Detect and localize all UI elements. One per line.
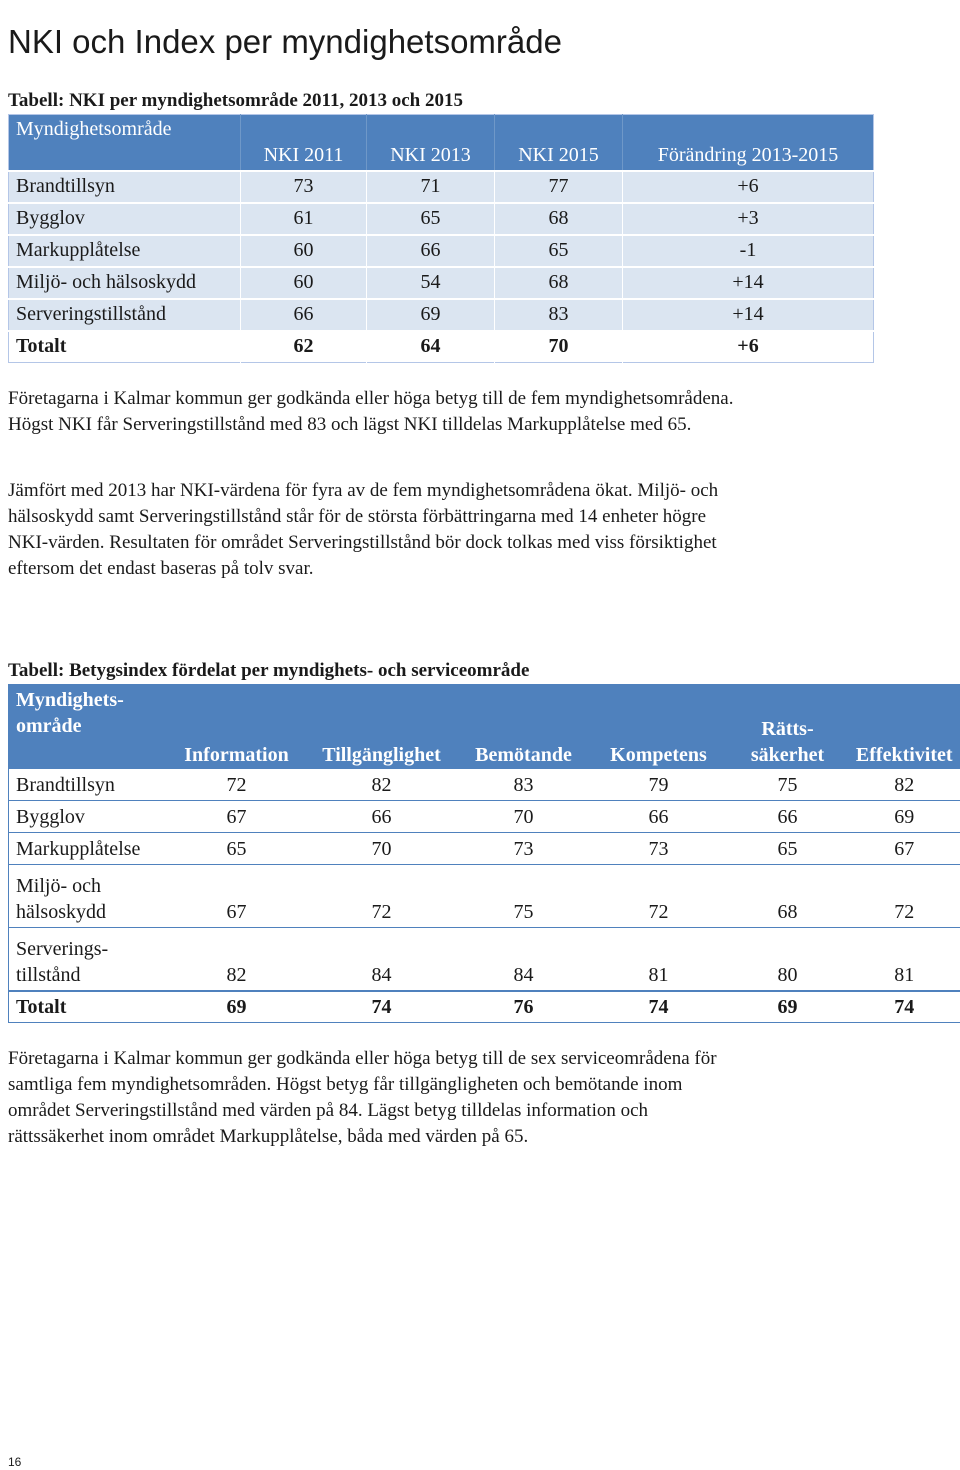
cell-value: 82 [167, 928, 307, 991]
cell-value: 79 [591, 769, 727, 801]
row-label: Bygglov [9, 801, 167, 833]
table-total-row [9, 991, 960, 1023]
row-label [9, 928, 167, 991]
cell-value: 68 [495, 203, 623, 235]
cell-value: 72 [591, 865, 727, 928]
cell-value: 83 [457, 769, 591, 801]
table-total-row [9, 331, 874, 363]
column-header-tillganglighet: Tillgänglighet [307, 685, 457, 769]
table-row [9, 928, 960, 991]
cell-value: -1 [623, 235, 874, 267]
cell-value: +6 [623, 331, 874, 363]
column-header-effektivitet: Effektivitet [849, 685, 960, 769]
cell-value: 83 [495, 299, 623, 331]
table-row [9, 203, 874, 235]
cell-value: 73 [241, 171, 367, 203]
cell-value: 61 [241, 203, 367, 235]
column-header-nki-2011: NKI 2011 [241, 115, 367, 171]
column-header-nki-2013: NKI 2013 [367, 115, 495, 171]
cell-value: 69 [167, 991, 307, 1023]
table-row [9, 171, 874, 203]
table-row [9, 833, 960, 865]
cell-value: 73 [591, 833, 727, 865]
row-label: Bygglov [9, 203, 241, 235]
column-header-change: Förändring 2013-2015 [623, 115, 874, 171]
row-label-line: hälsoskydd [16, 901, 106, 923]
cell-value: 66 [591, 801, 727, 833]
page-title: NKI och Index per myndighetsområde [8, 23, 562, 61]
body-paragraph: Företagarna i Kalmar kommun ger godkända eller höga betyg till de sex serviceområdena för samtliga fem myndighetsområden. Högst betyg får tillgängligheten och bemötande inom området Serveringstillstånd med värden på 84. Lägst betyg tilldelas information och rättssäkerhet inom området Markupplåtelse, båda med värden på 65. [8, 1048, 717, 1147]
header-line: område [16, 715, 82, 737]
column-header-area: Myndighetsområde [9, 115, 241, 171]
cell-value: 65 [367, 203, 495, 235]
row-label: Miljö- och hälsoskydd [9, 267, 241, 299]
cell-value: 74 [591, 991, 727, 1023]
row-label-line: Serverings- [16, 937, 109, 960]
table-row [9, 801, 960, 833]
cell-value: 69 [849, 801, 960, 833]
row-label: Markupplåtelse [9, 833, 167, 865]
cell-value: 74 [307, 991, 457, 1023]
table-row [9, 299, 874, 331]
cell-value: 67 [167, 865, 307, 928]
cell-value: 65 [727, 833, 849, 865]
cell-value: 62 [241, 331, 367, 363]
row-label: Markupplåtelse [9, 235, 241, 267]
cell-value: 70 [495, 331, 623, 363]
table2-caption: Tabell: Betygsindex fördelat per myndighets- och serviceområde [8, 660, 530, 681]
cell-value: 68 [495, 267, 623, 299]
body-paragraph: Företagarna i Kalmar kommun ger godkända eller höga betyg till de fem myndighetsområdena. Högst NKI får Serveringstillstånd med 83 och lägst NKI tilldelas Markupplåtelse med 65. [8, 388, 734, 435]
cell-value: 66 [727, 801, 849, 833]
column-header-kompetens: Kompetens [591, 685, 727, 769]
cell-value: 76 [457, 991, 591, 1023]
column-header-rattssakerhet [727, 685, 849, 769]
nki-table [8, 114, 874, 363]
cell-value: 67 [849, 833, 960, 865]
column-header-information: Information [167, 685, 307, 769]
table-header-row [9, 115, 874, 171]
cell-value: 70 [307, 833, 457, 865]
row-label-line: tillstånd [16, 963, 81, 986]
page-number: 16 [8, 1455, 22, 1469]
cell-value: 66 [367, 235, 495, 267]
cell-value: 69 [367, 299, 495, 331]
cell-value: 70 [457, 801, 591, 833]
cell-value: 75 [457, 865, 591, 928]
cell-value: 68 [727, 865, 849, 928]
index-table [8, 684, 960, 1023]
cell-value: 80 [727, 928, 849, 991]
cell-value: 65 [167, 833, 307, 865]
table-row [9, 267, 874, 299]
table-header-row [9, 685, 960, 769]
cell-value: 75 [727, 769, 849, 801]
row-label: Totalt [9, 991, 167, 1023]
table-row [9, 769, 960, 801]
row-label: Brandtillsyn [9, 171, 241, 203]
column-header-area [9, 685, 167, 769]
cell-value: 82 [307, 769, 457, 801]
cell-value: +3 [623, 203, 874, 235]
cell-value: 65 [495, 235, 623, 267]
row-label: Totalt [9, 331, 241, 363]
cell-value: 74 [849, 991, 960, 1023]
row-label: Serveringstillstånd [9, 299, 241, 331]
cell-value: 67 [167, 801, 307, 833]
cell-value: +6 [623, 171, 874, 203]
column-header-bemotande: Bemötande [457, 685, 591, 769]
column-header-nki-2015: NKI 2015 [495, 115, 623, 171]
cell-value: 69 [727, 991, 849, 1023]
table-row [9, 235, 874, 267]
cell-value: 54 [367, 267, 495, 299]
cell-value: +14 [623, 299, 874, 331]
cell-value: 60 [241, 235, 367, 267]
body-paragraph: Jämfört med 2013 har NKI-värdena för fyra av de fem myndighetsområdena ökat. Miljö- och hälsoskydd samt Serveringstillstånd står för de största förbättringarna med 14 enheter högre NKI-värden. Resultaten för området Serveringstillstånd bör dock tolkas med viss försiktighet eftersom det endast baseras på tolv svar. [8, 480, 719, 579]
row-label-line: Miljö- och [16, 875, 101, 897]
cell-value: 84 [457, 928, 591, 991]
cell-value: 66 [307, 801, 457, 833]
cell-value: 72 [849, 865, 960, 928]
cell-value: 64 [367, 331, 495, 363]
cell-value: 82 [849, 769, 960, 801]
header-line: Myndighets- [16, 689, 124, 711]
cell-value: 77 [495, 171, 623, 203]
table-row [9, 865, 960, 928]
cell-value: 84 [307, 928, 457, 991]
cell-value: 72 [167, 769, 307, 801]
cell-value: +14 [623, 267, 874, 299]
cell-value: 71 [367, 171, 495, 203]
header-line: Rätts- [761, 718, 814, 740]
cell-value: 60 [241, 267, 367, 299]
cell-value: 73 [457, 833, 591, 865]
cell-value: 72 [307, 865, 457, 928]
cell-value: 81 [849, 928, 960, 991]
cell-value: 66 [241, 299, 367, 331]
row-label [9, 865, 167, 928]
table1-caption: Tabell: NKI per myndighetsområde 2011, 2013 och 2015 [8, 90, 463, 111]
cell-value: 81 [591, 928, 727, 991]
row-label: Brandtillsyn [9, 769, 167, 801]
header-line: säkerhet [750, 744, 825, 766]
